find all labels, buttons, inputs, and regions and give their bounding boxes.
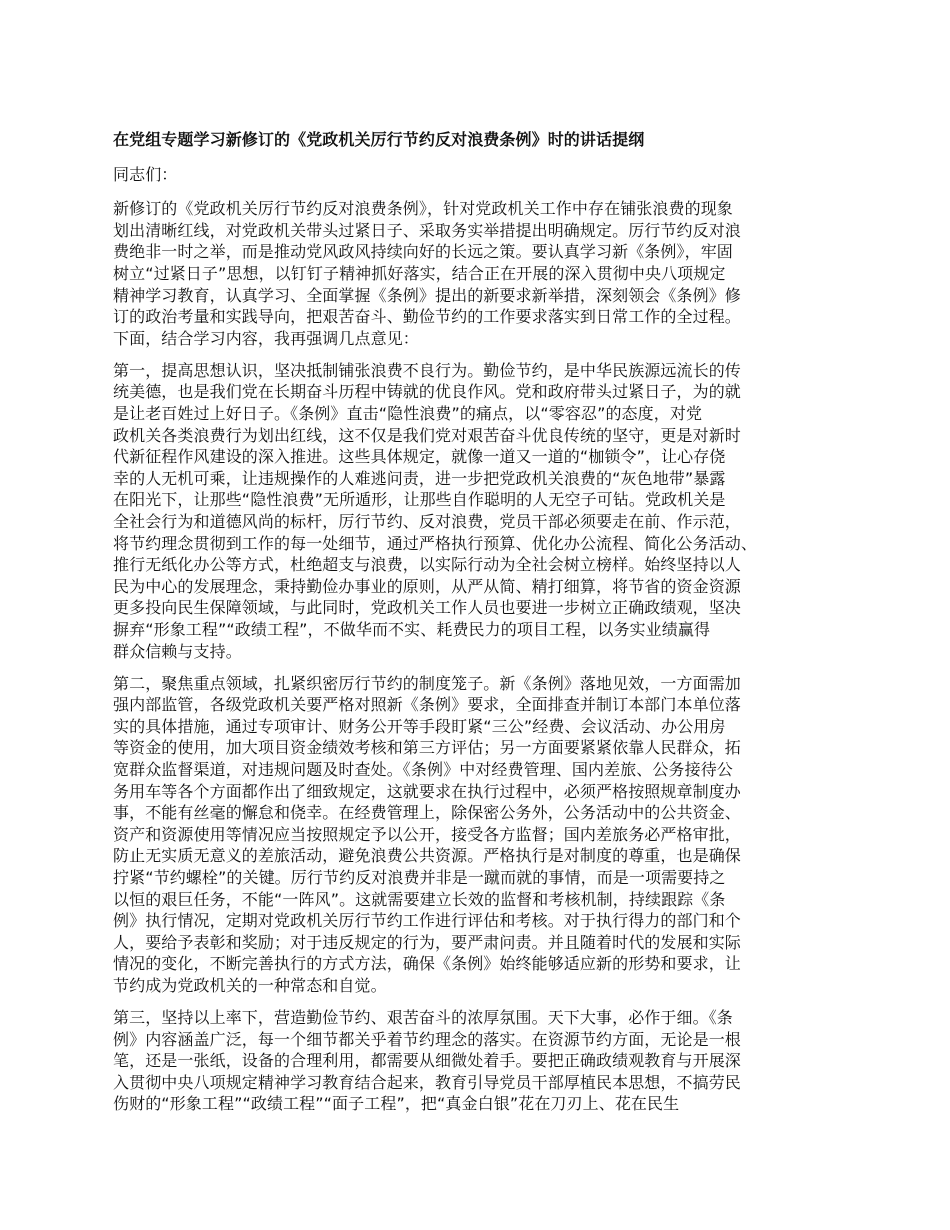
text-line: 树立“过紧日子”思想，以钉钉子精神抓好落实，结合正在开展的深入贯彻中央八项规定 [113,263,726,283]
document-body [113,198,853,1115]
text-line: 例》内容涵盖广泛，每一个细节都关乎着节约理念的落实。在资源节约方面，无论是一根 [113,1029,741,1049]
text-line: 政机关各类浪费行为划出红线，这不仅是我们党对艰苦奋斗优良传统的坚守，更是对新时 [113,425,741,445]
text-line: 例》执行情况，定期对党政机关厉行节约工作进行评估和考核。对于执行得力的部门和个 [113,911,741,931]
text-line: 在阳光下，让那些“隐性浪费”无所遁形，让那些自作聪明的人无空子可钻。党政机关是 [113,490,726,510]
text-line: 群众信赖与支持。 [113,641,242,661]
text-line: 伤财的“形象工程”“政绩工程”“面子工程”，把“真金白银”花在刀刃上、花在民生 [113,1094,680,1114]
text-line: 划出清晰红线，对党政机关带头过紧日子、采取务实举措提出明确规定。厉行节约反对浪 [113,220,741,240]
text-line: 代新征程作风建设的深入推进。这些具体规定，就像一道又一道的“枷锁令”，让心存侥 [113,447,726,467]
text-line: 以恒的艰巨任务，不能“一阵风”。这就需要建立长效的监督和考核机制，持续跟踪《条 [113,889,726,909]
text-line: 新修订的《党政机关厉行节约反对浪费条例》，针对党政机关工作中存在铺张浪费的现象 [113,199,733,219]
text-line: 人，要给予表彰和奖励；对于违反规定的行为，要严肃问责。并且随着时代的发展和实际 [113,932,741,952]
text-line: 更多投向民生保障领域，与此同时，党政机关工作人员也要进一步树立正确政绩观，坚决 [113,598,741,618]
text-line: 入贯彻中央八项规定精神学习教育结合起来，教育引导党员干部厚植民本思想，不搞劳民 [113,1072,741,1092]
text-line: 事，不能有丝毫的懈怠和侥幸。在经费管理上，除保密公务外，公务活动中的公共资金、 [113,803,741,823]
text-line: 民为中心的发展理念，秉持勤俭办事业的原则，从严从简、精打细算，将节省的资金资源 [113,576,741,596]
paragraph [113,198,853,349]
document-title: 在党组专题学习新修订的《党政机关厉行节约反对浪费条例》时的讲话提纲 [113,130,645,149]
text-line: 推行无纸化办公等方式，杜绝超支与浪费，以实际行动为全社会树立榜样。始终坚持以人 [113,555,741,575]
text-line: 摒弃“形象工程”“政绩工程”，不做华而不实、耗费民力的项目工程，以务实业绩赢得 [113,619,711,639]
text-line: 第一，提高思想认识，坚决抵制铺张浪费不良行为。勤俭节约，是中华民族源远流长的传 [113,360,741,380]
text-line: 务用车等各个方面都作出了细致规定，这就要求在执行过程中，必须严格按照规章制度办 [113,781,741,801]
text-line: 强内部监管，各级党政机关要严格对照新《条例》要求，全面排查并制订本部门本单位落 [113,695,741,715]
text-line: 将节约理念贯彻到工作的每一处细节，通过严格执行预算、优化办公流程、简化公务活动、 [113,533,758,553]
text-line: 笔，还是一张纸，设备的合理利用，都需要从细微处着手。要把正确政绩观教育与开展深 [113,1051,741,1071]
text-line: 拧紧“节约螺栓”的关键。厉行节约反对浪费并非是一蹴而就的事情，而是一项需要持之 [113,868,726,887]
paragraph [113,673,853,997]
text-line: 全社会行为和道德风尚的标杆，厉行节约、反对浪费，党员干部必须要走在前、作示范， [113,512,741,531]
text-line: 资产和资源使用等情况应当按照规定予以公开，接受各方监督；国内差旅务必严格审批， [113,824,741,844]
text-line: 下面，结合学习内容，我再强调几点意见： [113,328,419,348]
greeting: 同志们： [113,164,178,184]
text-line: 费绝非一时之举，而是推动党风政风持续向好的长远之策。要认真学习新《条例》，牢固 [113,242,733,262]
text-line: 是让老百姓过上好日子。《条例》直击“隐性浪费”的痛点，以“零容忍”的态度，对党 [113,404,703,424]
text-line: 等资金的使用，加大项目资金绩效考核和第三方评估；另一方面要紧紧依靠人民群众，拓 [113,738,741,758]
text-line: 节约成为党政机关的一种常态和自觉。 [113,975,387,995]
text-line: 第三，坚持以上率下，营造勤俭节约、艰苦奋斗的浓厚氛围。天下大事，必作于细。《条 [113,1008,733,1028]
text-line: 实的具体措施，通过专项审计、财务公开等手段盯紧“三公”经费、会议活动、办公用房 [113,716,726,736]
document-page [113,129,853,1126]
text-line: 情况的变化，不断完善执行的方式方法，确保《条例》始终能够适应新的形势和要求，让 [113,954,741,974]
text-line: 宽群众监督渠道，对违规问题及时查处。《条例》中对经费管理、国内差旅、公务接待公 [113,760,733,780]
text-line: 幸的人无机可乘，让违规操作的人难逃问责，进一步把党政机关浪费的“灰色地带”暴露 [113,468,726,488]
text-line: 防止无实质无意义的差旅活动，避免浪费公共资源。严格执行是对制度的尊重，也是确保 [113,846,741,866]
text-line: 订的政治考量和实践导向，把艰苦奋斗、勤俭节约的工作要求落实到日常工作的全过程。 [113,307,741,327]
paragraph [113,360,853,662]
text-line: 精神学习教育，认真学习、全面掌握《条例》提出的新要求新举措，深刻领会《条例》修 [113,285,741,305]
paragraph [113,1007,853,1115]
text-line: 统美德，也是我们党在长期奋斗历程中铸就的优良作风。党和政府带头过紧日子，为的就 [113,382,741,402]
text-line: 第二，聚焦重点领域，扎紧织密厉行节约的制度笼子。新《条例》落地见效，一方面需加 [113,673,741,693]
